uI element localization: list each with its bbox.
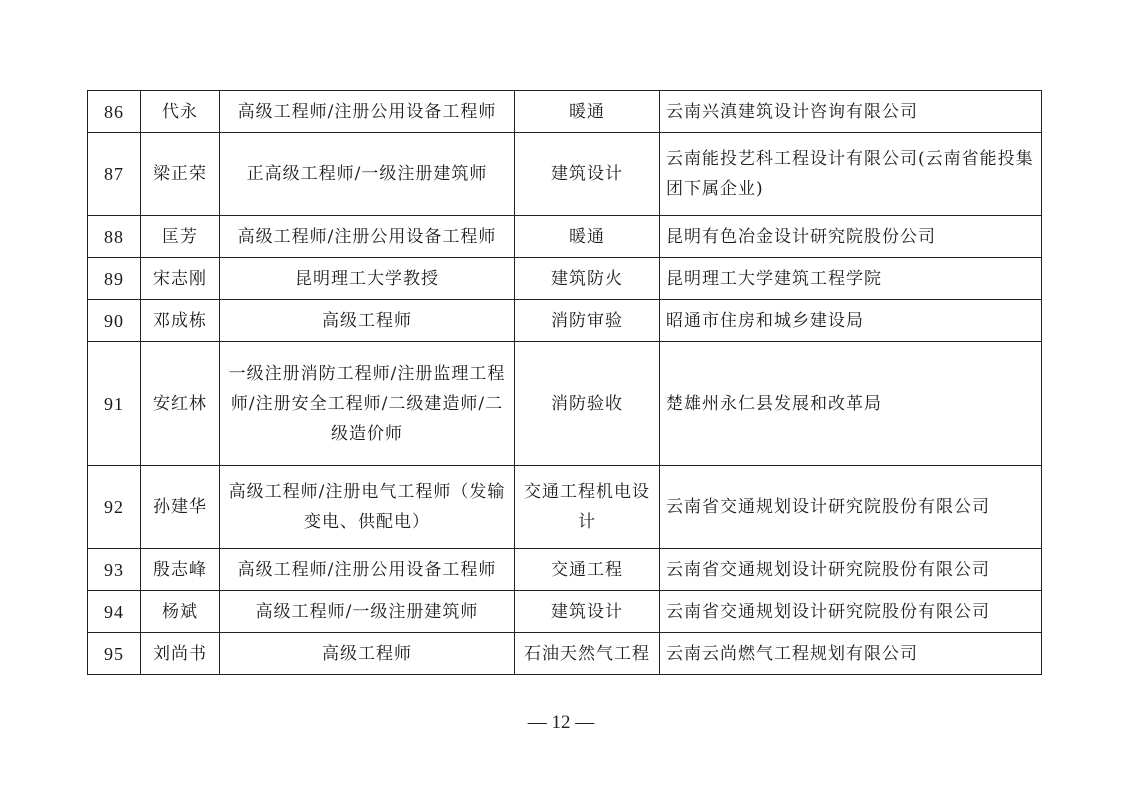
expert-roster-table bbox=[87, 90, 1042, 675]
professional-title-cell: 高级工程师/注册公用设备工程师 bbox=[220, 91, 515, 133]
professional-title-cell: 高级工程师/注册公用设备工程师 bbox=[220, 216, 515, 258]
row-number-cell: 91 bbox=[88, 342, 141, 466]
expert-name-cell: 邓成栋 bbox=[141, 300, 220, 342]
organization-cell: 昆明有色冶金设计研究院股份公司 bbox=[660, 216, 1042, 258]
roster-body bbox=[88, 91, 1042, 675]
specialty-cell: 暖通 bbox=[515, 216, 660, 258]
organization-cell: 云南云尚燃气工程规划有限公司 bbox=[660, 633, 1042, 675]
professional-title-cell: 昆明理工大学教授 bbox=[220, 258, 515, 300]
expert-name-cell: 代永 bbox=[141, 91, 220, 133]
table-row bbox=[88, 216, 1042, 258]
expert-name-cell: 梁正荣 bbox=[141, 133, 220, 216]
organization-cell: 云南省交通规划设计研究院股份有限公司 bbox=[660, 549, 1042, 591]
table-row bbox=[88, 466, 1042, 549]
table-row bbox=[88, 342, 1042, 466]
organization-cell: 楚雄州永仁县发展和改革局 bbox=[660, 342, 1042, 466]
row-number-cell: 87 bbox=[88, 133, 141, 216]
professional-title-cell: 高级工程师 bbox=[220, 300, 515, 342]
organization-cell: 昭通市住房和城乡建设局 bbox=[660, 300, 1042, 342]
table-row bbox=[88, 300, 1042, 342]
specialty-cell: 建筑设计 bbox=[515, 133, 660, 216]
specialty-cell: 消防审验 bbox=[515, 300, 660, 342]
table-row bbox=[88, 91, 1042, 133]
row-number-cell: 89 bbox=[88, 258, 141, 300]
specialty-cell: 建筑防火 bbox=[515, 258, 660, 300]
page-number: — 12 — bbox=[527, 712, 595, 733]
organization-cell: 云南能投艺科工程设计有限公司(云南省能投集团下属企业) bbox=[660, 133, 1042, 216]
expert-name-cell: 匡芳 bbox=[141, 216, 220, 258]
row-number-cell: 88 bbox=[88, 216, 141, 258]
table-row bbox=[88, 549, 1042, 591]
professional-title-cell: 高级工程师/注册公用设备工程师 bbox=[220, 549, 515, 591]
professional-title-cell: 高级工程师 bbox=[220, 633, 515, 675]
row-number-cell: 93 bbox=[88, 549, 141, 591]
row-number-cell: 86 bbox=[88, 91, 141, 133]
organization-cell: 昆明理工大学建筑工程学院 bbox=[660, 258, 1042, 300]
professional-title-cell: 正高级工程师/一级注册建筑师 bbox=[220, 133, 515, 216]
row-number-cell: 94 bbox=[88, 591, 141, 633]
professional-title-cell: 高级工程师/注册电气工程师（发输变电、供配电） bbox=[220, 466, 515, 549]
specialty-cell: 石油天然气工程 bbox=[515, 633, 660, 675]
expert-name-cell: 宋志刚 bbox=[141, 258, 220, 300]
organization-cell: 云南省交通规划设计研究院股份有限公司 bbox=[660, 591, 1042, 633]
professional-title-cell: 一级注册消防工程师/注册监理工程师/注册安全工程师/二级建造师/二级造价师 bbox=[220, 342, 515, 466]
table-row bbox=[88, 258, 1042, 300]
specialty-cell: 交通工程 bbox=[515, 549, 660, 591]
row-number-cell: 90 bbox=[88, 300, 141, 342]
organization-cell: 云南兴滇建筑设计咨询有限公司 bbox=[660, 91, 1042, 133]
row-number-cell: 92 bbox=[88, 466, 141, 549]
specialty-cell: 交通工程机电设计 bbox=[515, 466, 660, 549]
expert-name-cell: 殷志峰 bbox=[141, 549, 220, 591]
table-row bbox=[88, 591, 1042, 633]
expert-name-cell: 孙建华 bbox=[141, 466, 220, 549]
professional-title-cell: 高级工程师/一级注册建筑师 bbox=[220, 591, 515, 633]
specialty-cell: 建筑设计 bbox=[515, 591, 660, 633]
specialty-cell: 暖通 bbox=[515, 91, 660, 133]
expert-name-cell: 刘尚书 bbox=[141, 633, 220, 675]
expert-name-cell: 杨斌 bbox=[141, 591, 220, 633]
organization-cell: 云南省交通规划设计研究院股份有限公司 bbox=[660, 466, 1042, 549]
specialty-cell: 消防验收 bbox=[515, 342, 660, 466]
row-number-cell: 95 bbox=[88, 633, 141, 675]
table-row bbox=[88, 633, 1042, 675]
expert-name-cell: 安红林 bbox=[141, 342, 220, 466]
table-row bbox=[88, 133, 1042, 216]
